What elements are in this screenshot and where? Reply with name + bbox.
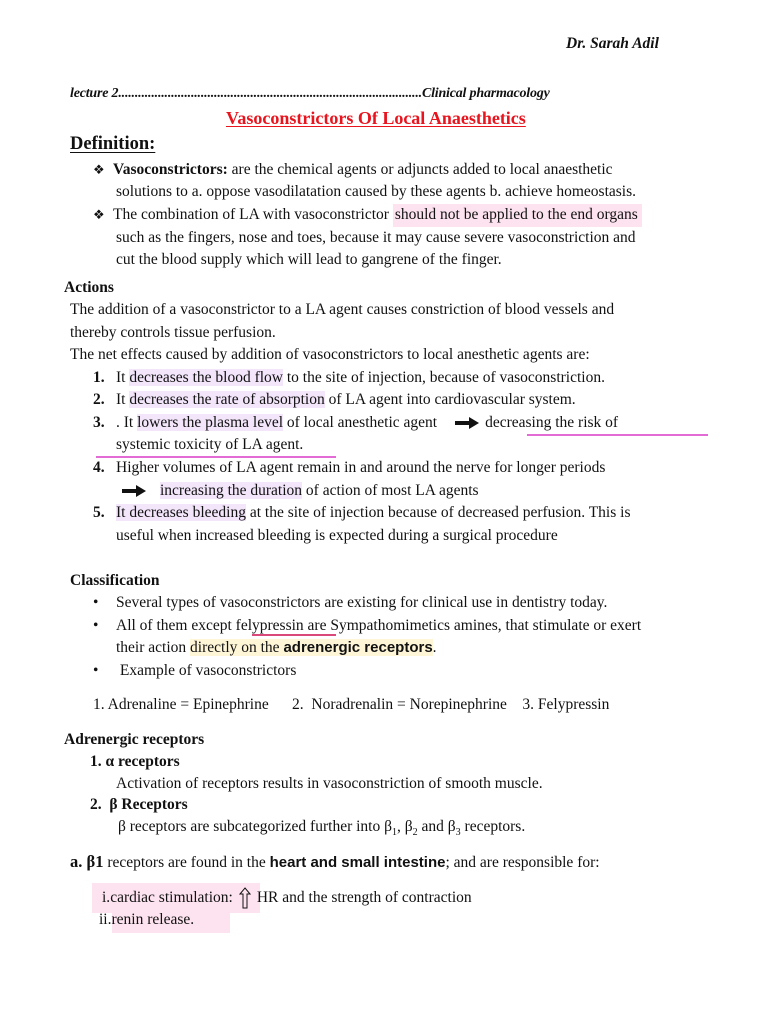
text: β receptors are subcategorized further into β xyxy=(118,818,392,835)
highlight-end-organs: should not be applied to the end organs xyxy=(393,204,642,227)
diamond-bullet-icon: ❖ xyxy=(93,162,105,177)
text: cardiac stimulation: xyxy=(110,889,233,906)
term-vasoconstrictors: Vasoconstrictors: xyxy=(113,161,228,178)
list-item xyxy=(116,389,576,412)
text: All of them except xyxy=(116,617,236,634)
text: It xyxy=(116,391,130,408)
roman-numeral: ii. xyxy=(99,911,112,928)
list-item-line-2: systemic toxicity of LA agent. xyxy=(116,436,304,453)
list-item-line-2: useful when increased bleeding is expected during a surgical procedure xyxy=(116,527,558,544)
definition-bullet-1-line-2: solutions to a. oppose vasodilatation caused by these agents b. achieve homeostasis. xyxy=(116,183,636,200)
vasoconstrictor-examples: 1. Adrenaline = Epinephrine 2. Noradrenalin = Norepinephrine 3. Felypressin xyxy=(93,696,610,713)
text: and β xyxy=(421,818,456,835)
alpha-receptors-label: 1. α receptors xyxy=(90,753,180,770)
lecture-line: lecture 2............................................................................................Clinical pharmacology xyxy=(70,86,550,101)
text: to the site of injection, because of vasoconstriction. xyxy=(283,369,605,386)
text: decreasing the risk of xyxy=(485,414,619,431)
list-item xyxy=(116,412,618,435)
text: HR and the strength of contraction xyxy=(256,889,472,906)
adrenergic-receptors-term: adrenergic receptors xyxy=(283,639,433,656)
beta1-label: a. β1 xyxy=(70,852,104,871)
list-item-line-2 xyxy=(122,480,479,503)
felypressin-term: felypressin xyxy=(235,617,304,634)
classification-bullet-1 xyxy=(93,592,607,615)
definition-bullet-2-line-2: such as the fingers, nose and toes, because it may cause severe vasoconstriction and xyxy=(116,229,636,246)
text: of action of most LA agents xyxy=(302,482,479,499)
classification-heading: Classification xyxy=(70,572,160,589)
list-item: Higher volumes of LA agent remain in and around the nerve for longer periods xyxy=(116,459,606,476)
page-title: Vasoconstrictors Of Local Anaesthetics xyxy=(226,108,526,128)
actions-para-2: The net effects caused by addition of vasoconstrictors to local anesthetic agents are: xyxy=(70,346,590,363)
alpha-receptors-text: Activation of receptors results in vasoconstriction of smooth muscle. xyxy=(116,775,543,792)
text: are the chemical agents or adjuncts added to local anaesthetic xyxy=(227,161,613,178)
definition-bullet-1 xyxy=(93,159,613,182)
text: The combination of LA with vasoconstrictor xyxy=(113,206,393,223)
highlight: increasing the duration xyxy=(160,482,303,499)
text: renin release. xyxy=(111,911,195,928)
adrenergic-heading: Adrenergic receptors xyxy=(64,731,205,748)
text: their action xyxy=(116,639,191,656)
text: receptors. xyxy=(460,818,526,835)
list-number: 2. xyxy=(93,391,105,408)
text: directly on the xyxy=(190,639,284,656)
list-item xyxy=(116,367,605,390)
text: are Sympathomimetics amines, that stimulate or exert xyxy=(303,617,642,634)
definition-bullet-2 xyxy=(93,204,642,227)
actions-para-1-line-1: The addition of a vasoconstrictor to a LA agent causes constriction of blood vessels and xyxy=(70,301,615,318)
text: of local anesthetic agent xyxy=(283,414,438,431)
bullet-dot-icon: • xyxy=(93,662,99,679)
underline-rule xyxy=(527,434,708,436)
right-arrow-icon xyxy=(455,418,479,428)
text: It xyxy=(116,369,130,386)
bullet-dot-icon: • xyxy=(93,617,99,634)
diamond-bullet-icon: ❖ xyxy=(93,207,105,222)
classification-bullet-3 xyxy=(93,660,296,683)
list-item xyxy=(116,502,630,525)
beta-receptors-label: 2. β Receptors xyxy=(90,796,188,813)
beta-receptors-text: β receptors are subcategorized further into $\beta_1$, $\beta_2$ and $\beta_3$ receptors. xyxy=(118,818,526,839)
roman-numeral: i. xyxy=(102,889,111,906)
text: at the site of injection because of decreased perfusion. This is xyxy=(245,504,631,521)
highlight xyxy=(190,639,433,656)
definition-bullet-2-line-3: cut the blood supply which will lead to gangrene of the finger. xyxy=(116,251,502,268)
text: . It xyxy=(116,414,138,431)
list-number: 3. xyxy=(93,414,105,431)
bullet-dot-icon: • xyxy=(93,594,99,611)
highlight: It decreases bleeding xyxy=(116,504,246,521)
highlight: lowers the plasma level xyxy=(137,414,284,431)
list-number: 4. xyxy=(93,459,105,476)
actions-para-1-line-2: thereby controls tissue perfusion. xyxy=(70,324,276,341)
text: . xyxy=(432,639,437,656)
classification-bullet-2 xyxy=(93,615,641,638)
heart-small-intestine-term: heart and small intestine xyxy=(269,854,446,871)
beta1-line xyxy=(70,851,600,875)
list-number: 1. xyxy=(93,369,105,386)
text: of LA agent into cardiovascular system. xyxy=(324,391,576,408)
author-name: Dr. Sarah Adil xyxy=(566,35,659,52)
up-arrow-icon xyxy=(239,887,251,909)
classification-bullet-2-line-2 xyxy=(116,637,437,660)
text: Example of vasoconstrictors xyxy=(116,662,297,679)
definition-heading: Definition: xyxy=(70,134,156,154)
highlight: decreases the rate of absorption xyxy=(129,391,325,408)
roman-item-1 xyxy=(102,887,472,910)
text: ; and are responsible for: xyxy=(445,854,600,871)
list-number: 5. xyxy=(93,504,105,521)
text: Several types of vasoconstrictors are existing for clinical use in dentistry today. xyxy=(116,594,608,611)
text: receptors are found in the xyxy=(103,854,270,871)
highlight: decreases the blood flow xyxy=(129,369,283,386)
right-arrow-icon xyxy=(122,486,146,496)
roman-item-2 xyxy=(99,909,194,932)
actions-heading: Actions xyxy=(64,279,114,296)
underline-rule xyxy=(252,634,336,636)
